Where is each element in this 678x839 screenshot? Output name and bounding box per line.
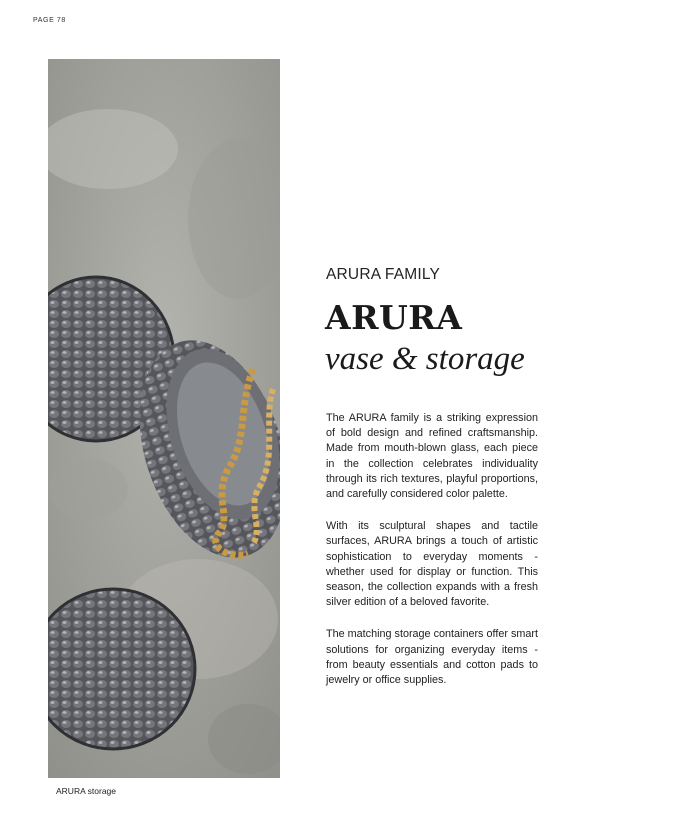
glass-storage-jars-icon [48, 59, 280, 778]
article-title: ARURA [325, 298, 463, 337]
body-paragraph: The ARURA family is a striking expression of bold design and refined craftsmanship. Made from mouth-blown glass, each piece in the collection celebrates individuality through its rich textures, playful proportions, and carefully considered color palette. [326, 412, 538, 501]
article-body [326, 411, 538, 705]
article-subtitle: vase & storage [325, 341, 525, 377]
body-paragraph: The matching storage containers offer smart solutions for organizing everyday items - from beauty essentials and cotton pads to jewelry or office supplies. [326, 628, 538, 687]
section-eyebrow: ARURA FAMILY [326, 266, 441, 283]
body-paragraph: With its sculptural shapes and tactile surfaces, ARURA brings a touch of artistic sophistication to everyday moments - whether used for display or function. This season, the collection expands with a fresh silver edition of a beloved favorite. [326, 520, 538, 609]
photo-caption: ARURA storage [56, 786, 116, 796]
product-photo [48, 59, 280, 778]
page-number: PAGE 78 [33, 17, 66, 24]
